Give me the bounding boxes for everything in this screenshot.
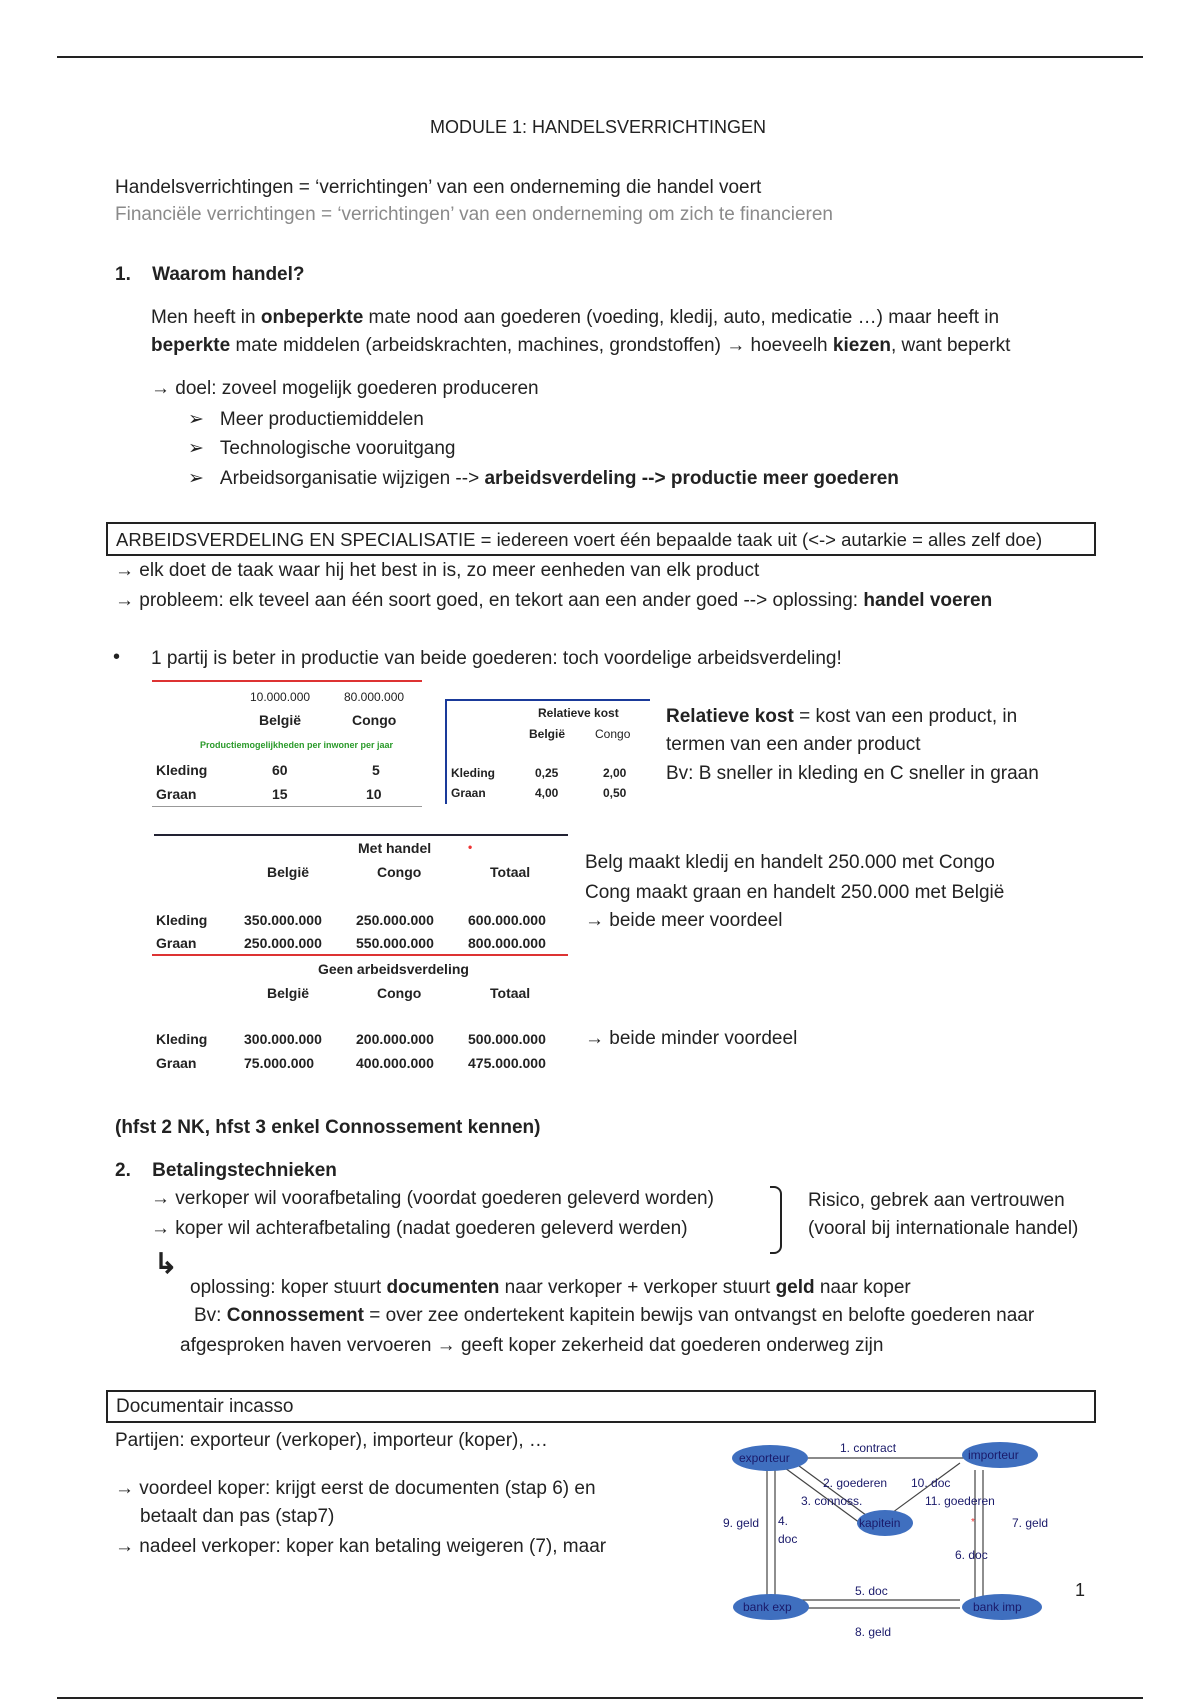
column-header: Congo bbox=[377, 864, 422, 880]
step-label: 8. geld bbox=[855, 1625, 892, 1639]
no-trade-explanation: → beide minder voordeel bbox=[585, 1028, 798, 1049]
step-label: 11. goederen bbox=[925, 1494, 995, 1508]
table-cell: 250.000.000 bbox=[244, 935, 322, 951]
documentary-collection-title: Documentair incasso bbox=[116, 1396, 294, 1417]
step-label: 1. contract bbox=[840, 1441, 897, 1455]
population-belgie: 10.000.000 bbox=[250, 690, 311, 704]
production-table bbox=[152, 678, 422, 808]
section-1-paragraph-line-1: Men heeft in onbeperkte mate nood aan goederen (voeding, kledij, auto, medicatie …) maar heeft in bbox=[151, 307, 1000, 328]
production-table-bottom-rule bbox=[152, 806, 422, 807]
red-dot-icon: * bbox=[971, 1517, 975, 1528]
relative-cost-example: Bv: B sneller in kleding en C sneller in graan bbox=[666, 763, 1039, 784]
trade-explanation-1: Belg maakt kledij en handelt 250.000 met Congo bbox=[585, 852, 995, 873]
arrowhead-bullet-icon: ➢ bbox=[188, 438, 204, 459]
relative-cost-top-rule bbox=[445, 699, 650, 701]
table-cell: 5 bbox=[372, 762, 380, 778]
specialisation-line-2: → probleem: elk teveel aan één soort goed, en tekort aan een ander goed --> oplossing: handel voeren bbox=[115, 590, 993, 611]
specialisation-box-text: ARBEIDSVERDELING EN SPECIALISATIE = iedereen voert één bepaalde taak uit (<-> autarkie = alles zelf doe) bbox=[116, 529, 1043, 550]
trade-table bbox=[152, 832, 568, 957]
node-label: bank imp bbox=[973, 1600, 1022, 1614]
row-label: Kleding bbox=[156, 1031, 208, 1047]
table-cell: 60 bbox=[272, 762, 288, 778]
table-cell: 550.000.000 bbox=[356, 935, 434, 951]
no-trade-table-title: Geen arbeidsverdeling bbox=[318, 961, 469, 977]
row-label: Kleding bbox=[451, 766, 495, 780]
table-cell: 350.000.000 bbox=[244, 912, 322, 928]
relative-cost-title: Relatieve kost bbox=[538, 706, 619, 720]
column-header: Totaal bbox=[490, 985, 531, 1001]
top-rule bbox=[57, 56, 1143, 58]
section-1-paragraph-line-2: beperkte mate middelen (arbeidskrachten, machines, grondstoffen) → hoeveelh kiezen, want beperkt bbox=[151, 335, 1011, 356]
trade-explanation-2: Cong maakt graan en handelt 250.000 met België bbox=[585, 882, 1005, 903]
section-2-number: 2. bbox=[115, 1160, 131, 1181]
column-header: België bbox=[267, 985, 310, 1001]
buyer-line: → koper wil achterafbetaling (nadat goederen geleverd werden) bbox=[151, 1218, 688, 1239]
seller-line: → verkoper wil voorafbetaling (voordat goederen geleverd worden) bbox=[151, 1188, 714, 1209]
relative-cost-left-rule bbox=[445, 699, 447, 804]
step-label: 6. doc bbox=[955, 1548, 988, 1562]
trade-explanation-3: → beide meer voordeel bbox=[585, 910, 783, 931]
red-dot-icon: • bbox=[468, 840, 473, 854]
bullet-item: ➢ Meer productiemiddelen bbox=[188, 409, 424, 430]
documentary-collection-box bbox=[106, 1390, 1096, 1423]
section-2-title: Betalingstechnieken bbox=[152, 1160, 337, 1181]
corner-arrow-icon: ↳ bbox=[154, 1248, 178, 1279]
population-congo: 80.000.000 bbox=[344, 690, 405, 704]
specialisation-line-1: → elk doet de taak waar hij het best in is, zo meer eenheden van elk product bbox=[115, 560, 760, 581]
section-1-title: Waarom handel? bbox=[152, 264, 305, 285]
step-label: 10. doc bbox=[911, 1476, 951, 1490]
step-label: doc bbox=[778, 1532, 798, 1546]
table-cell: 10 bbox=[366, 786, 382, 802]
section-1-heading bbox=[115, 264, 305, 286]
curly-brace-icon bbox=[770, 1186, 782, 1254]
column-header: Congo bbox=[377, 985, 422, 1001]
step-label: 5. doc bbox=[855, 1584, 888, 1598]
step-label: 7. geld bbox=[1012, 1516, 1049, 1530]
definition-trade: Handelsverrichtingen = ‘verrichtingen’ van een onderneming die handel voert bbox=[115, 177, 762, 198]
relative-cost-table bbox=[445, 699, 650, 804]
table-cell: 475.000.000 bbox=[468, 1055, 546, 1071]
table-cell: 0,25 bbox=[535, 766, 559, 780]
parties-line: Partijen: exporteur (verkoper), importeur (koper), … bbox=[115, 1430, 548, 1451]
column-header: Congo bbox=[352, 712, 397, 728]
bullet-item: ➢ Arbeidsorganisatie wijzigen --> arbeidsverdeling --> productie meer goederen bbox=[188, 468, 899, 489]
step-label: 2. goederen bbox=[823, 1476, 888, 1490]
table-cell: 400.000.000 bbox=[356, 1055, 434, 1071]
production-table-top-rule bbox=[152, 680, 422, 682]
no-trade-table bbox=[152, 958, 568, 1073]
column-header: Congo bbox=[595, 727, 631, 741]
step-label: 4. bbox=[778, 1514, 789, 1528]
section-2-heading bbox=[115, 1160, 337, 1182]
goal-line: → doel: zoveel mogelijk goederen produceren bbox=[151, 378, 539, 399]
definition-financial: Financiële verrichtingen = ‘verrichtingen’ van een onderneming om zich te financieren bbox=[115, 204, 834, 225]
relative-cost-definition-1: Relatieve kost = kost van een product, in bbox=[666, 706, 1018, 727]
table-cell: 250.000.000 bbox=[356, 912, 434, 928]
table-cell: 200.000.000 bbox=[356, 1031, 434, 1047]
main-bullet-text: 1 partij is beter in productie van beide goederen: toch voordelige arbeidsverdeling! bbox=[151, 648, 842, 669]
advantage-line-1: → voordeel koper: krijgt eerst de documenten (stap 6) en bbox=[115, 1478, 596, 1499]
risk-line-1: Risico, gebrek aan vertrouwen bbox=[808, 1190, 1065, 1211]
bullet-item: ➢ Technologische vooruitgang bbox=[188, 438, 456, 459]
column-header: België bbox=[267, 864, 310, 880]
documentary-collection-diagram bbox=[715, 1430, 1055, 1650]
table-cell: 500.000.000 bbox=[468, 1031, 546, 1047]
row-label: Kleding bbox=[156, 912, 208, 928]
table-cell: 800.000.000 bbox=[468, 935, 546, 951]
node-label: importeur bbox=[968, 1448, 1019, 1462]
node-label: kapitein bbox=[859, 1516, 901, 1530]
bottom-rule bbox=[57, 1697, 1143, 1699]
page-title: MODULE 1: HANDELSVERRICHTINGEN bbox=[430, 117, 767, 137]
arrowhead-bullet-icon: ➢ bbox=[188, 409, 204, 430]
risk-line-2: (vooral bij internationale handel) bbox=[808, 1218, 1079, 1239]
disadvantage-line: → nadeel verkoper: koper kan betaling weigeren (7), maar bbox=[115, 1536, 607, 1557]
step-label: 9. geld bbox=[723, 1516, 760, 1530]
table-cell: 0,50 bbox=[603, 786, 627, 800]
advantage-line-2: betaalt dan pas (stap7) bbox=[140, 1506, 335, 1527]
table-cell: 15 bbox=[272, 786, 288, 802]
column-header: Totaal bbox=[490, 864, 531, 880]
example-line-1: Bv: Connossement = over zee ondertekent kapitein bewijs van ontvangst en belofte goederen naar bbox=[194, 1305, 1035, 1326]
chapter-note: (hfst 2 NK, hfst 3 enkel Connossement kennen) bbox=[115, 1117, 541, 1138]
column-header: België bbox=[259, 712, 302, 728]
row-label: Graan bbox=[156, 786, 197, 802]
node-label: bank exp bbox=[743, 1600, 792, 1614]
relative-cost-definition-2: termen van een ander product bbox=[666, 734, 921, 755]
trade-table-red-rule bbox=[152, 954, 568, 956]
section-1-number: 1. bbox=[115, 264, 131, 285]
table-cell: 75.000.000 bbox=[244, 1055, 315, 1071]
table-cell: 600.000.000 bbox=[468, 912, 546, 928]
table-cell: 2,00 bbox=[603, 766, 627, 780]
production-subtitle: Productiemogelijkheden per inwoner per jaar bbox=[200, 740, 394, 750]
trade-table-top-rule bbox=[154, 834, 568, 836]
bullet-dot-icon: • bbox=[113, 646, 121, 668]
example-line-2: afgesproken haven vervoeren → geeft koper zekerheid dat goederen onderweg zijn bbox=[180, 1335, 884, 1356]
table-cell: 300.000.000 bbox=[244, 1031, 322, 1047]
specialisation-box bbox=[106, 522, 1096, 556]
trade-table-title: Met handel bbox=[358, 840, 432, 856]
solution-line: oplossing: koper stuurt documenten naar verkoper + verkoper stuurt geld naar koper bbox=[190, 1277, 911, 1298]
node-label: exporteur bbox=[739, 1451, 790, 1465]
page-number: 1 bbox=[1075, 1580, 1086, 1600]
row-label: Graan bbox=[156, 1055, 197, 1071]
column-header: België bbox=[529, 727, 566, 741]
step-label: 3. connoss. bbox=[801, 1494, 863, 1508]
row-label: Graan bbox=[156, 935, 197, 951]
row-label: Graan bbox=[451, 786, 486, 800]
table-cell: 4,00 bbox=[535, 786, 559, 800]
row-label: Kleding bbox=[156, 762, 208, 778]
arrowhead-bullet-icon: ➢ bbox=[188, 468, 204, 489]
